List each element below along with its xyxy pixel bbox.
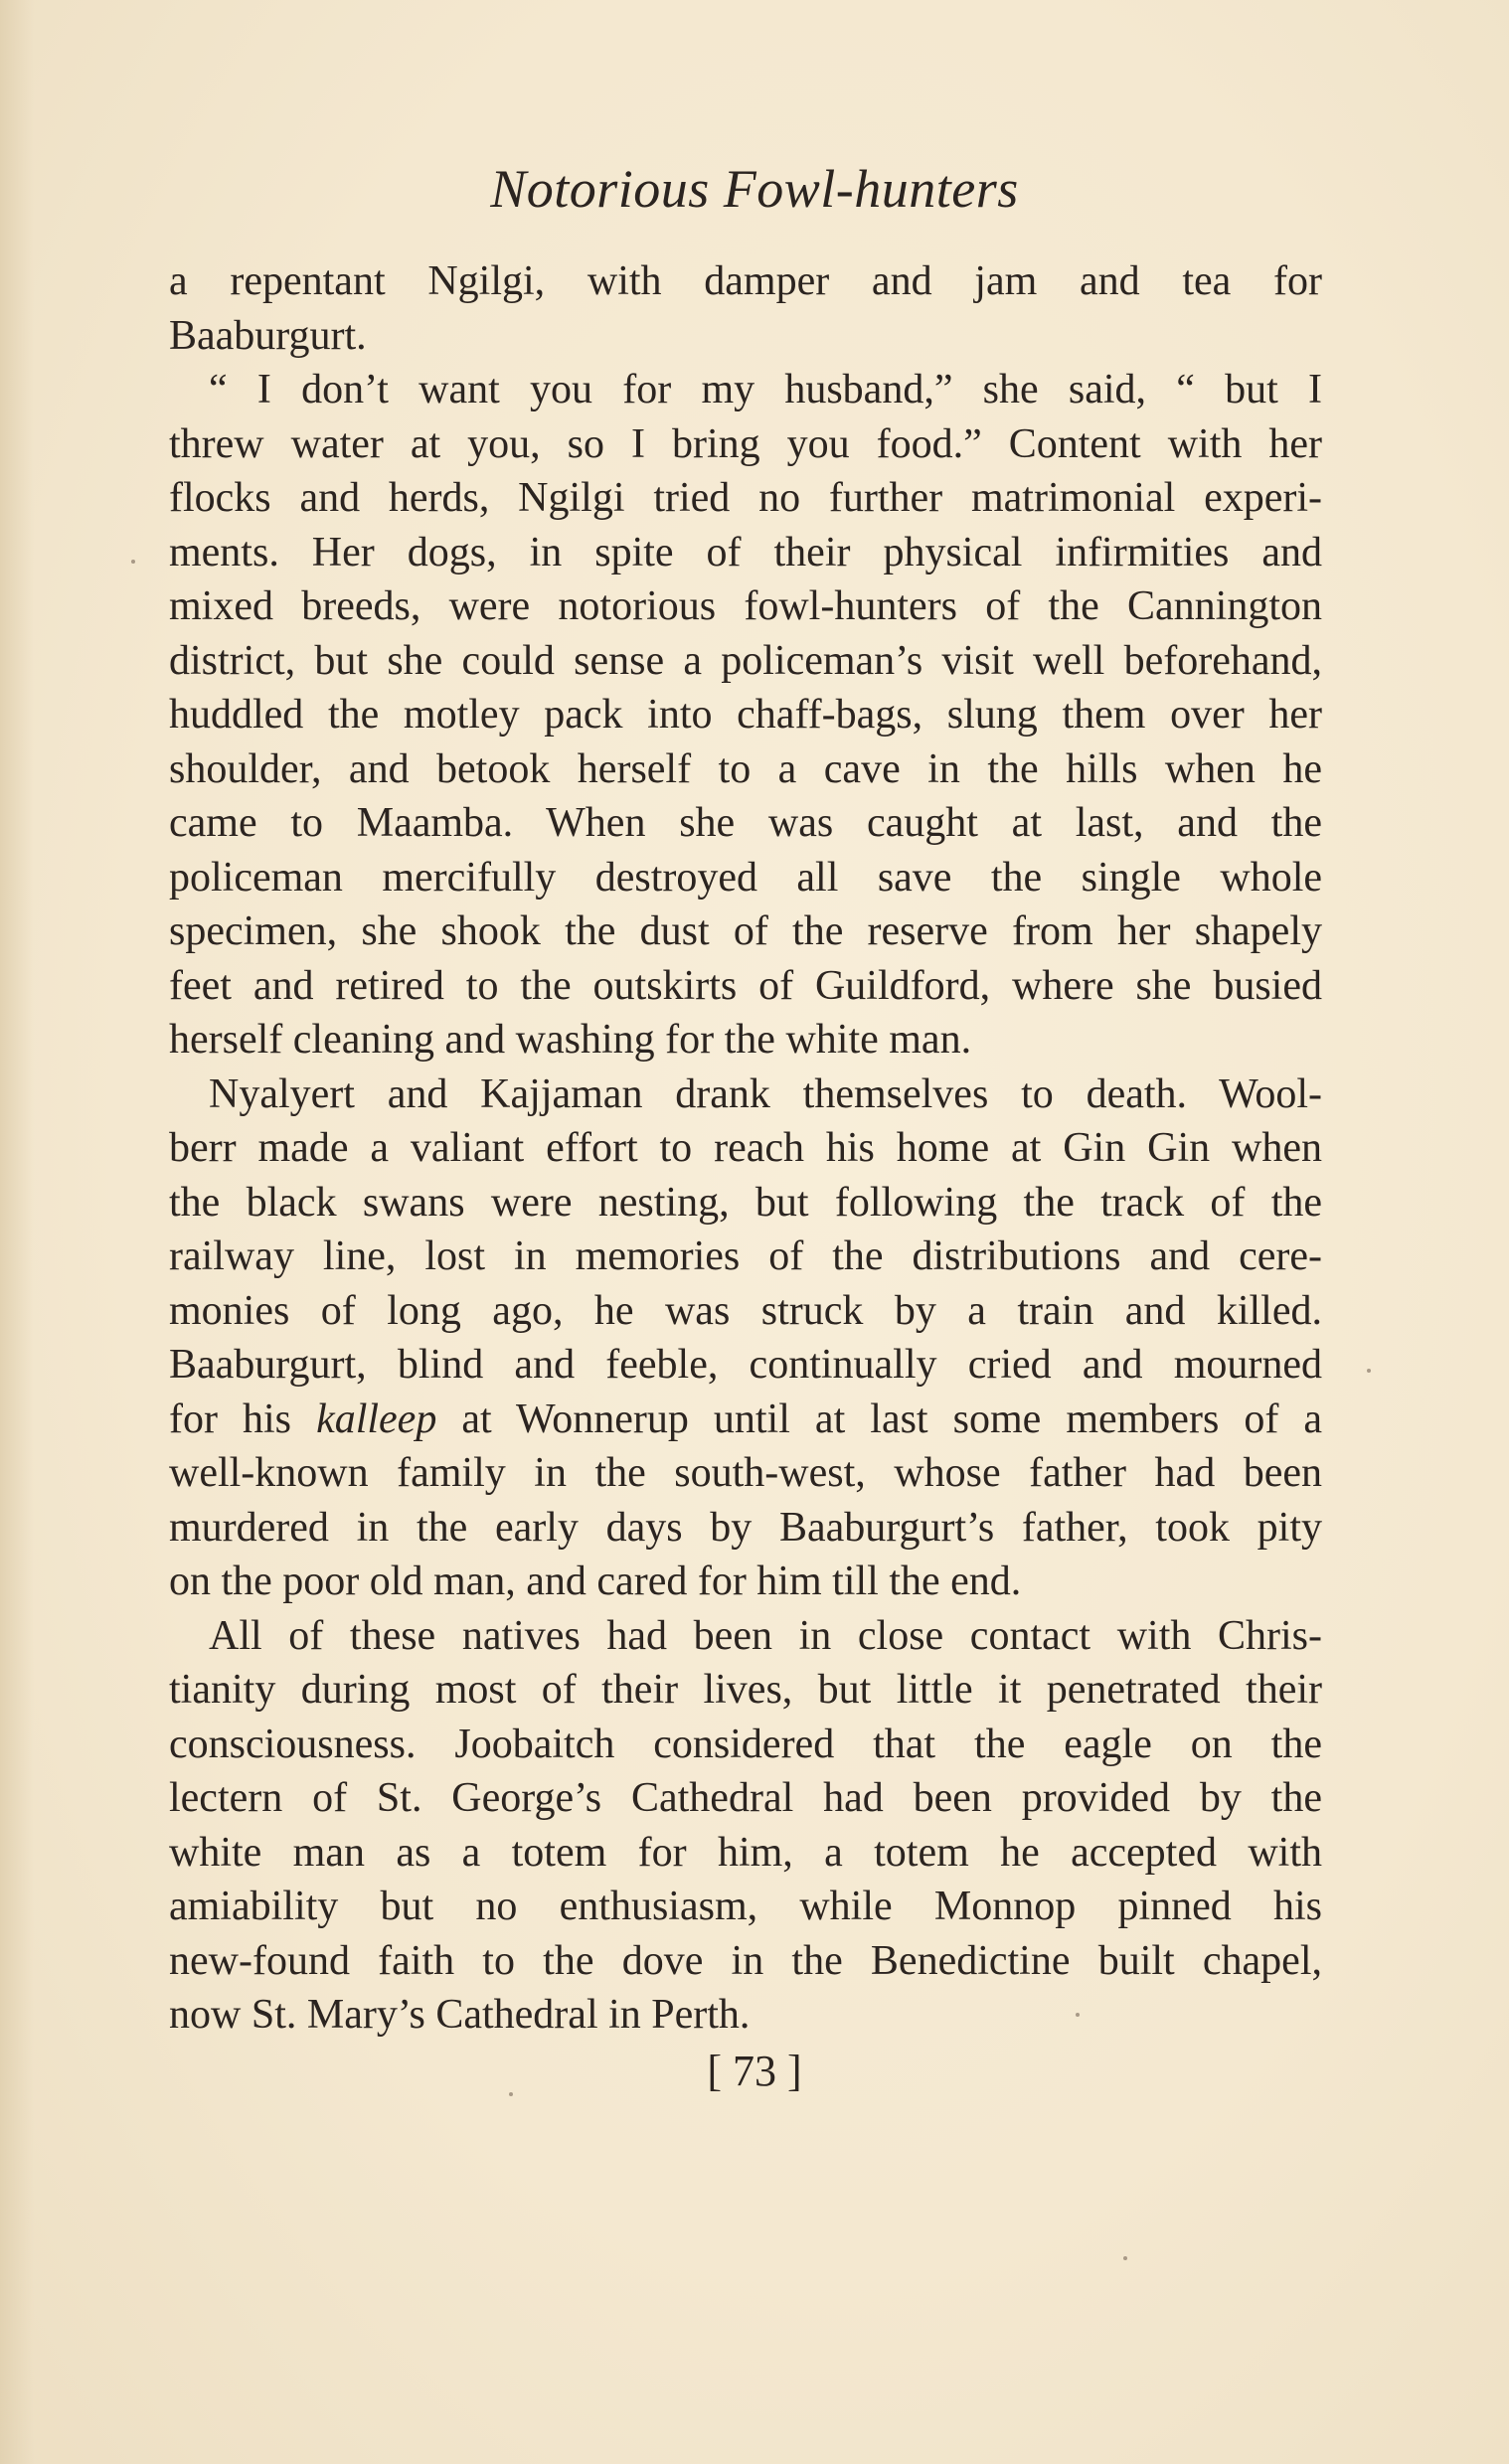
text-line: murdered in the early days by Baaburgurt’s father, took pity xyxy=(169,1504,1322,1551)
text-line: new-found faith to the dove in the Benedictine built chapel, xyxy=(169,1937,1322,1984)
text-line: All of these natives had been in close contact with Chris- xyxy=(209,1612,1322,1659)
text-segment: at Wonnerup until at last some members of a xyxy=(436,1396,1322,1442)
text-line: “ I don’t want you for my husband,” she said, “ but I xyxy=(209,367,1322,412)
text-line: a repentant Ngilgi, with damper and jam and tea for xyxy=(169,258,1322,304)
text-line: amiability but no enthusiasm, while Monnop pinned his xyxy=(169,1884,1322,1929)
text-line: ments. Her dogs, in spite of their physical infirmities and xyxy=(169,529,1322,575)
text-line: herself cleaning and washing for the white man. xyxy=(169,1017,972,1063)
text-line: mixed breeds, were notorious fowl-hunters of the Cannington xyxy=(169,583,1322,629)
paper-speck xyxy=(1076,2013,1080,2017)
text-line: huddled the motley pack into chaff-bags, slung them over her xyxy=(169,692,1322,738)
paper-speck xyxy=(131,560,135,564)
paper-speck xyxy=(1367,1369,1371,1373)
text-line: now St. Mary’s Cathedral in Perth. xyxy=(169,1992,751,2038)
text-line: shoulder, and betook herself to a cave in the hills when he xyxy=(169,745,1322,792)
text-line: the black swans were nesting, but following the track of the xyxy=(169,1179,1322,1226)
paper-speck xyxy=(509,2092,513,2096)
text-line: district, but she could sense a policeman’s visit well beforehand, xyxy=(169,637,1322,684)
text-line: on the poor old man, and cared for him till the end. xyxy=(169,1559,1022,1604)
text-segment: for his xyxy=(169,1396,317,1442)
text-line: feet and retired to the outskirts of Guildford, where she busied xyxy=(169,962,1322,1009)
text-line: berr made a valiant effort to reach his home at Gin Gin when xyxy=(169,1125,1322,1171)
paper-speck xyxy=(1123,2256,1127,2260)
text-line: policeman mercifully destroyed all save the single whole xyxy=(169,854,1322,901)
body-text xyxy=(169,254,1322,2043)
text-line: consciousness. Joobaitch considered that the eagle on the xyxy=(169,1721,1322,1767)
text-line: monies of long ago, he was struck by a train and killed. xyxy=(169,1287,1322,1334)
running-head: Notorious Fowl-hunters xyxy=(490,159,1019,219)
text-line xyxy=(169,1393,1322,1447)
italic-word: kalleep xyxy=(316,1396,437,1442)
text-line: Baaburgurt, blind and feeble, continually cried and mourned xyxy=(169,1342,1322,1388)
text-line: tianity during most of their lives, but little it penetrated their xyxy=(169,1667,1322,1713)
page-number: [ 73 ] xyxy=(707,2047,802,2095)
text-line: railway line, lost in memories of the distributions and cere- xyxy=(169,1233,1322,1279)
text-line: well-known family in the south-west, whose father had been xyxy=(169,1450,1322,1496)
text-line: came to Maamba. When she was caught at last, and the xyxy=(169,800,1322,846)
text-line: specimen, she shook the dust of the reserve from her shapely xyxy=(169,908,1322,954)
text-line: flocks and herds, Ngilgi tried no further matrimonial experi- xyxy=(169,475,1322,521)
text-line: Baaburgurt. xyxy=(169,312,367,359)
text-line: white man as a totem for him, a totem he accepted with xyxy=(169,1829,1322,1876)
text-line: Nyalyert and Kajjaman drank themselves to death. Wool- xyxy=(209,1070,1322,1117)
text-line: lectern of St. George’s Cathedral had been provided by the xyxy=(169,1775,1322,1821)
text-line: threw water at you, so I bring you food.” Content with her xyxy=(169,420,1322,467)
